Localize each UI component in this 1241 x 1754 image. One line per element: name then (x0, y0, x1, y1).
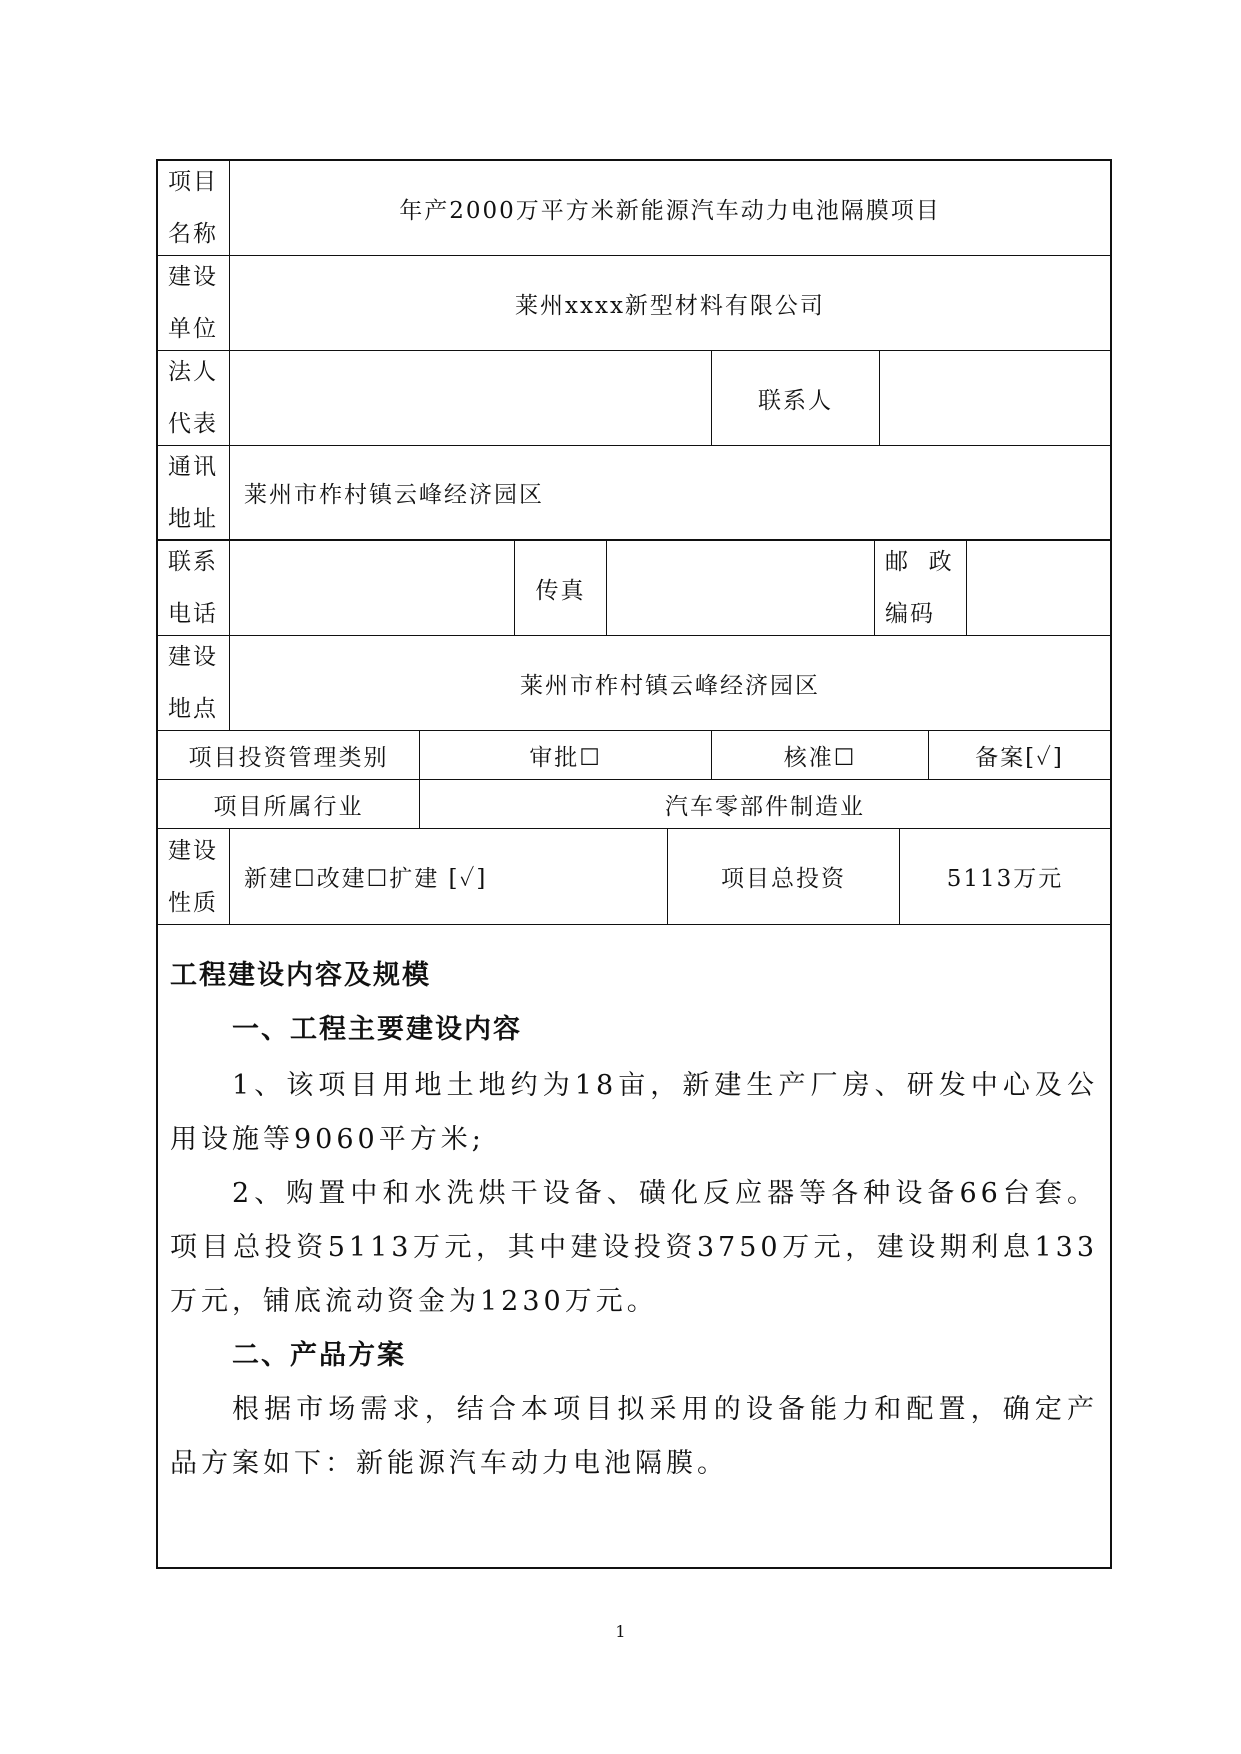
nature-value: 新建☐改建☐扩建 [✓] (230, 829, 668, 924)
row-invest-mgmt (158, 731, 1110, 780)
label-line-2: 编码 (885, 601, 935, 627)
content-title: 工程建设内容及规模 (170, 960, 431, 991)
row-address (158, 446, 1110, 541)
label-line-1: 通讯 (168, 453, 218, 480)
invest-mgmt-verification: 核准☐ (712, 731, 929, 779)
postcode-value (967, 541, 1110, 635)
row-phone (158, 541, 1110, 636)
row-nature (158, 829, 1110, 925)
page-number: 1 (615, 1622, 626, 1641)
label-line-2: 名称 (168, 221, 218, 247)
project-name-value: 年产2000万平方米新能源汽车动力电池隔膜项目 (399, 197, 941, 224)
label-line-1: 联系 (168, 549, 218, 575)
row-legal-rep (158, 351, 1110, 446)
row-project-name (158, 161, 1110, 256)
invest-mgmt-filing: 备案[✓] (975, 744, 1064, 771)
section1-heading: 一、工程主要建设内容 (232, 1014, 522, 1045)
label-line-2: 地址 (168, 505, 218, 532)
row-industry (158, 780, 1110, 829)
section1-item1: 1、该项目用地土地约为18亩，新建生产厂房、研发中心及公用设施等9060平方米; (170, 1070, 1098, 1155)
invest-mgmt-label: 项目投资管理类别 (158, 731, 420, 779)
industry-value: 汽车零部件制造业 (665, 793, 865, 820)
fax-value (607, 541, 875, 635)
total-invest-value: 5113万元 (946, 866, 1064, 892)
builder-value: 莱州xxxx新型材料有限公司 (515, 292, 825, 319)
phone-value (230, 541, 515, 635)
address-value: 莱州市柞村镇云峰经济园区 (244, 482, 544, 508)
label-line-1: 法人 (168, 359, 218, 385)
label-line-1: 建设 (168, 264, 218, 290)
row-site (158, 636, 1110, 731)
total-invest-label: 项目总投资 (668, 829, 900, 924)
invest-mgmt-approval: 审批☐ (420, 731, 712, 779)
row-builder (158, 256, 1110, 351)
label-line-2: 地点 (168, 696, 218, 722)
section1-item2: 2、购置中和水洗烘干设备、磺化反应器等各种设备66台套。项目总投资5113万元，其中建设投资3750万元，建设期利息133万元，铺底流动资金为1230万元。 (170, 1178, 1098, 1317)
label-line-2: 性质 (168, 889, 218, 916)
phone-label (158, 541, 230, 635)
label-line-1: 建设 (168, 644, 218, 670)
section2-text: 根据市场需求，结合本项目拟采用的设备能力和配置，确定产品方案如下：新能源汽车动力电池隔膜。 (170, 1394, 1098, 1479)
label-line-2: 电话 (168, 601, 218, 627)
industry-label: 项目所属行业 (158, 780, 420, 828)
address-label (158, 446, 230, 539)
legal-rep-value (230, 351, 712, 445)
label-line-1: 建设 (168, 837, 218, 864)
legal-rep-label (158, 351, 230, 445)
site-value: 莱州市柞村镇云峰经济园区 (520, 672, 820, 699)
project-name-label (158, 161, 230, 255)
builder-label (158, 256, 230, 350)
contact-label: 联系人 (712, 351, 880, 445)
label-line-1: 项目 (168, 169, 218, 195)
nature-label (158, 829, 230, 924)
label-line-1: 邮 政 (885, 549, 954, 575)
content-section (158, 925, 1110, 1567)
label-line-2: 代表 (168, 411, 218, 437)
contact-value (880, 351, 1110, 445)
postcode-label (875, 541, 967, 635)
project-form-table (156, 159, 1112, 1569)
label-line-2: 单位 (168, 316, 218, 342)
section2-heading: 二、产品方案 (232, 1340, 406, 1371)
site-label (158, 636, 230, 730)
fax-label: 传真 (515, 541, 607, 635)
